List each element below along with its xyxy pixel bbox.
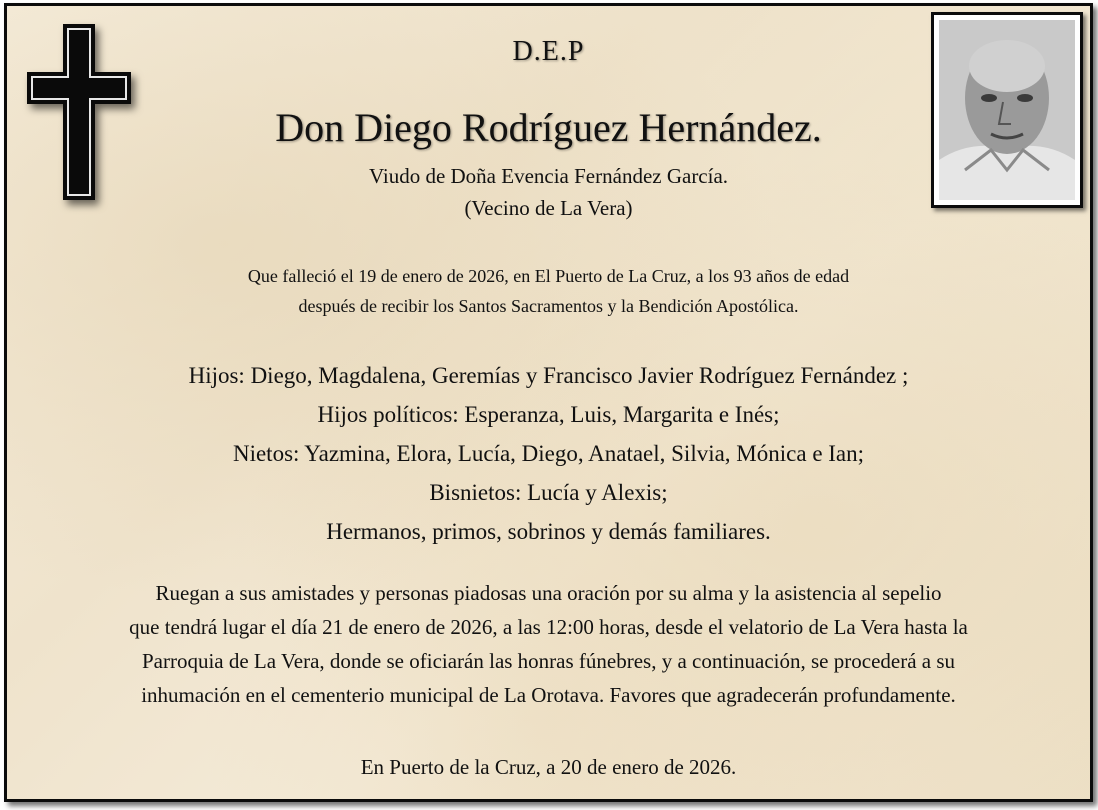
request-line: inhumación en el cementerio municipal de La Orotava. Favores que agradecerán profundamente. bbox=[141, 683, 956, 707]
family-grandchildren: Nietos: Yazmina, Elora, Lucía, Diego, Anatael, Silvia, Mónica e Ian; bbox=[232, 441, 865, 466]
closing-date: En Puerto de la Cruz, a 20 de enero de 2026. bbox=[360, 755, 737, 779]
dep-heading: D.E.P bbox=[512, 36, 585, 67]
death-notice bbox=[7, 261, 1090, 321]
family-others: Hermanos, primos, sobrinos y demás familiares. bbox=[326, 519, 771, 544]
family-great-grandchildren: Bisnietos: Lucía y Alexis; bbox=[429, 480, 668, 505]
widower-line: Viudo de Doña Evencia Fernández García. bbox=[368, 164, 729, 188]
family-children: Hijos: Diego, Magdalena, Geremías y Francisco Javier Rodríguez Fernández ; bbox=[188, 363, 909, 388]
death-notice-line: después de recibir los Santos Sacramentos y la Bendición Apostólica. bbox=[298, 296, 799, 316]
request-line: Ruegan a sus amistades y personas piadosas una oración por su alma y la asistencia al sepelio bbox=[155, 581, 942, 605]
death-notice-line: Que falleció el 19 de enero de 2026, en El Puerto de La Cruz, a los 93 años de edad bbox=[247, 266, 850, 286]
resident-line: (Vecino de La Vera) bbox=[464, 196, 633, 220]
family-list bbox=[7, 356, 1090, 551]
deceased-name: Don Diego Rodríguez Hernández. bbox=[275, 105, 822, 150]
obituary-card bbox=[4, 3, 1093, 802]
family-in-laws: Hijos políticos: Esperanza, Luis, Margarita e Inés; bbox=[317, 402, 780, 427]
request-line: que tendrá lugar el día 21 de enero de 2026, a las 12:00 horas, desde el velatorio de La Vera hasta la bbox=[129, 615, 968, 639]
funeral-request bbox=[7, 576, 1090, 712]
request-line: Parroquia de La Vera, donde se oficiarán las honras fúnebres, y a continuación, se procederá a su bbox=[141, 649, 956, 673]
